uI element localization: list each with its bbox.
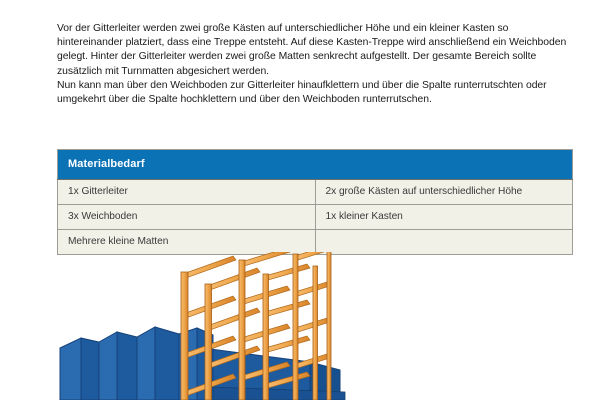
rung <box>265 264 310 280</box>
table-header <box>58 150 573 180</box>
gitterleiter-svg <box>55 252 365 400</box>
ladder-post <box>239 260 245 400</box>
table-row <box>58 180 573 205</box>
ladder-post <box>205 284 212 400</box>
table-header-row <box>58 150 573 180</box>
table-body <box>58 180 573 255</box>
material-requirements-table <box>57 149 573 255</box>
table-cell-material <box>315 230 573 255</box>
rung <box>295 318 330 332</box>
table-title: Materialbedarf <box>58 150 573 180</box>
mat-upright-1-face <box>81 338 99 400</box>
table-cell-material: 2x große Kästen auf unterschiedlicher Höhe <box>315 180 573 205</box>
rung <box>207 308 260 330</box>
table-cell-material: 3x Weichboden <box>58 205 316 230</box>
ladder-post-front <box>181 272 188 400</box>
ladder-post <box>263 274 269 400</box>
rung <box>183 256 236 278</box>
mat-upright-2-side <box>99 332 117 400</box>
table-row <box>58 205 573 230</box>
rung <box>207 268 260 290</box>
ladder-post-far <box>327 252 331 400</box>
table-row <box>58 230 573 255</box>
description-paragraph-1: Vor der Gitterleiter werden zwei große Kästen auf unterschiedlicher Höhe und ein kleiner Kasten so hintereinander platziert, dass eine Treppe entsteht. Auf diese Kasten-Treppe wird anschließend ein Weichboden gelegt. Hinter der Gitterleiter werden zwei große Matten senkrecht aufgestellt. Der gesamte Bereich sollte zusätzlich mit Turnmatten abgesichert werden. <box>57 23 567 77</box>
rung <box>241 252 290 266</box>
rung <box>295 252 330 260</box>
rung <box>295 282 330 296</box>
rung <box>265 336 310 352</box>
table-cell-material: 1x kleiner Kasten <box>315 205 573 230</box>
rung <box>265 300 310 316</box>
gitterleiter-illustration <box>55 252 365 400</box>
mat-upright-3-side <box>137 327 155 400</box>
ladder-post <box>313 266 318 400</box>
ladder-post <box>293 254 298 400</box>
table-cell-material: 1x Gitterleiter <box>58 180 316 205</box>
mat-upright-1-side <box>60 338 81 400</box>
description-paragraph-2: Nun kann man über den Weichboden zur Gitterleiter hinaufklettern und über die Spalte runterrutschten oder umgekehrt über die Spalte hochklettern und über den Weichboden runterrutschen. <box>57 79 547 106</box>
description-block <box>57 22 573 107</box>
mat-upright-2-face <box>117 332 137 400</box>
table-cell-material: Mehrere kleine Matten <box>58 230 316 255</box>
mat-upright-3-face <box>155 327 179 400</box>
